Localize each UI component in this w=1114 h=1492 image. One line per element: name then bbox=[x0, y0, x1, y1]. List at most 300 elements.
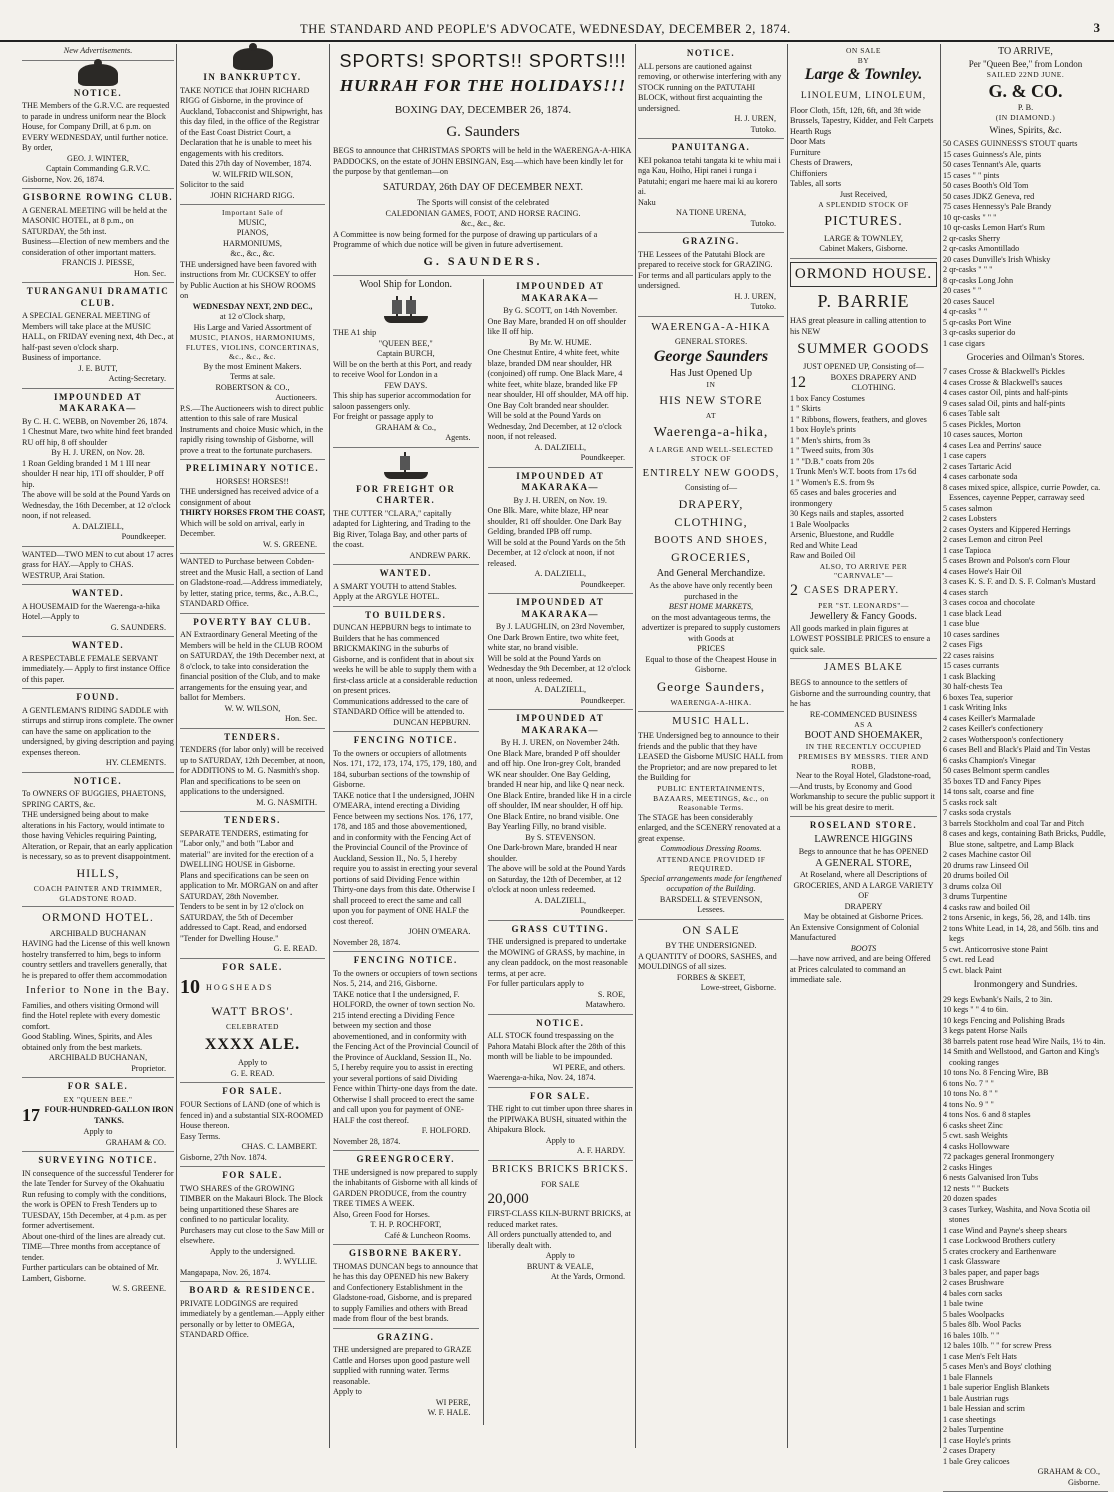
ad-signature: DUNCAN HEPBURN. bbox=[393, 717, 471, 727]
list-item: 7 cases Crosse & Blackwell's Pickles bbox=[943, 367, 1065, 377]
ad-text: The above will be sold at the Pound Yards on Wednesday, the 16th December, at 12 o'clock noon, if not released. bbox=[22, 490, 171, 521]
ad-role: Poundkeeper. bbox=[580, 579, 625, 589]
list-item: 2 cases Figs bbox=[943, 640, 983, 650]
ad-title: GRAZING. bbox=[682, 236, 740, 247]
list-item: 1 " Skirts bbox=[790, 404, 821, 414]
list-item: 4 cases Lea and Perrins' sauce bbox=[943, 440, 1042, 450]
list-item: 2 cases Wotherspoon's confectionery bbox=[943, 734, 1064, 744]
ad-text: Will be sold at the Pound Yards on the 5th December, at 12 o'clock at noon, if not released. bbox=[487, 537, 626, 568]
list-item: 2 qr-casks " " " bbox=[943, 265, 993, 275]
ad-text: Special arrangements made for lengthened occupation of the Building. bbox=[640, 873, 782, 894]
ad-kicker: Important Sale of bbox=[222, 208, 283, 218]
ad-highlight: A GENERAL STORE, bbox=[815, 858, 912, 870]
ad-text: AS A bbox=[854, 720, 873, 730]
ad-role: Tutoko. bbox=[750, 124, 776, 134]
ad-body: THE undersigned is prepared to undertake the MOWING of GRASS, by machine, in any clean paddock, on the most reasonable terms, at per acre. bbox=[487, 937, 628, 978]
list-item: 14 tons salt, coarse and fine bbox=[943, 787, 1034, 797]
list-item: 1 " Women's E.S. from 9s bbox=[790, 477, 875, 487]
column-rule bbox=[329, 44, 330, 1448]
list-item: 5 casks rock salt bbox=[943, 797, 997, 807]
list-item: 1 bale twine bbox=[943, 1299, 984, 1308]
ad-wanted-men: WANTED—TWO MEN to cut about 17 acres grass for HAY.—Apply to CHAS. WESTRUP, Arai Station. bbox=[22, 550, 174, 586]
ad-role: Tutoko. bbox=[750, 218, 776, 228]
ad-body: Plan and specifications to be seen on applications to the undersigned. bbox=[180, 776, 301, 797]
ad-text: An Extensive Consignment of Colonial Manufactured bbox=[790, 922, 920, 943]
ad-kicker: ON SALE bbox=[846, 46, 881, 55]
list-item: 50 CASES GUINNESS'S STOUT quarts bbox=[943, 139, 1078, 149]
ad-body: THE undersigned is now prepared to supply the inhabitants of Gisborne with all kinds of GARDEN PRODUCE, from the country TREE TIMES A WEEK. bbox=[333, 1167, 478, 1209]
ad-bankruptcy bbox=[180, 48, 325, 205]
ad-grazing bbox=[333, 1332, 479, 1422]
ad-body: TAKE notice that I the undersigned, F. HOLFORD, the owner of town section No. 215 intend erecting a Dividing Fence between my section and those abovementioned, and in conformity with the Fencing Act of the Provincial Council of the Province of Auckland, Session II., No. 5, I hereby require you to assist in erecting your several portions of said Dividing Fence within Thirty-one days from the date. Otherwise I shall proceed to erect the same and call upon you for payment of ONE-HALF the cost thereof. bbox=[333, 989, 479, 1125]
ad-signature: W. S. GREENE. bbox=[262, 539, 317, 549]
ad-signature: CHAS. C. LAMBERT. bbox=[241, 1142, 317, 1151]
list-item: 6 tons No. 7 " " bbox=[943, 1078, 994, 1088]
ad-text: A SPLENDID STOCK OF bbox=[818, 200, 909, 210]
ad-text: Jewellery & Fancy Goods. bbox=[810, 610, 917, 622]
ad-body: Begs to announce that he has OPENED bbox=[798, 846, 929, 856]
list-item: 4 qr-casks " " bbox=[943, 307, 988, 317]
ad-signature: W. WILFRID WILSON, bbox=[212, 169, 293, 179]
ad-role: Poundkeeper. bbox=[580, 695, 625, 705]
ad-subtitle: FOR SALE bbox=[541, 1179, 580, 1189]
ad-signature: A. DALZIELL, bbox=[534, 895, 587, 905]
column-rule bbox=[787, 44, 788, 1448]
ad-title: IMPOUNDED AT MAKARAKA— bbox=[516, 713, 605, 735]
ad-title: NOTICE. bbox=[536, 1017, 585, 1028]
ad-waerenga-stores bbox=[638, 320, 784, 712]
masthead-title: THE STANDARD AND PEOPLE'S ADVOCATE, WEDNESDAY, DECEMBER 2, 1874. bbox=[300, 22, 791, 36]
list-item: 1 case cigars bbox=[943, 338, 985, 348]
ad-body: HAS great pleasure in calling attention to his NEW bbox=[790, 316, 926, 336]
ad-title: IMPOUNDED AT MAKARAKA— bbox=[516, 281, 605, 303]
list-item: 10 kegs " " 4 to 6in. bbox=[943, 1005, 1009, 1014]
ad-notice-buggies bbox=[22, 776, 174, 908]
ad-tenders-1 bbox=[180, 732, 325, 813]
ad-body: A Committee is now being formed for the purpose of drawing up particulars of a Programme of which due notice will be given in future advertisement. bbox=[333, 229, 598, 250]
list-item: 2 qr-casks Amontillado bbox=[943, 244, 1020, 254]
list-item: 3 bales paper, and paper bags bbox=[943, 1267, 1040, 1277]
list-item: Brussels, Tapestry, Kidder, and Felt Carpets bbox=[790, 116, 934, 126]
ad-headline: SPORTS! SPORTS!! SPORTS!!! bbox=[339, 51, 627, 71]
ad-text: P. B. bbox=[1017, 102, 1034, 112]
list-item: 1 case Wind and Payne's sheep shears bbox=[943, 1225, 1067, 1235]
ad-signature: GEO. J. WINTER, bbox=[67, 153, 129, 163]
ad-role: Lessees. bbox=[697, 905, 725, 915]
section-heading: New Advertisements. bbox=[22, 46, 174, 61]
list-item: 15 cases Guinness's Ale, pints bbox=[943, 149, 1042, 159]
list-item: Tables, all sorts bbox=[790, 179, 842, 189]
list-item: 8 qr-casks Long John bbox=[943, 275, 1014, 285]
ad-body: BEGS to announce that CHRISTMAS SPORTS will be held in the WAERENGA-A-HIKA PADDOCKS, on the estate of JOHN EBSINGAN, Esq.—which have been kindly let for the purpose by that gentleman—on bbox=[333, 146, 631, 177]
ad-highlight: SUMMER GOODS bbox=[797, 341, 930, 358]
ad-signature: FORBES & SKEET, bbox=[676, 972, 746, 982]
list-item: Chiffoniers bbox=[790, 168, 828, 178]
ad-title: FOR SALE. bbox=[222, 961, 283, 972]
list-item: 1 bale superior English Blankets bbox=[943, 1383, 1050, 1392]
ad-surveying bbox=[22, 1155, 174, 1298]
ad-text: EX "QUEEN BEE." bbox=[63, 1094, 133, 1104]
ad-line: HARMONIUMS, bbox=[223, 238, 282, 248]
ad-title: IMPOUNDED AT MAKARAKA— bbox=[516, 470, 605, 493]
ad-panuitanga bbox=[638, 142, 784, 233]
ad-body: A SMART YOUTH to attend Stables. Apply at the ARGYLE HOTEL. bbox=[333, 581, 457, 602]
ad-body: Families, and others visiting Ormond will find the Hotel replete with every domestic comfort. bbox=[22, 1000, 161, 1031]
list-item: 6 nests Galvanised Iron Tubs bbox=[943, 1173, 1039, 1182]
ad-horses bbox=[180, 463, 325, 554]
list-item: 2 cases Tartaric Acid bbox=[943, 461, 1012, 471]
ad-apply: Apply to bbox=[545, 1251, 575, 1261]
ad-body: —have now arrived, and are being Offered at Prices calculated to command an immediate sale. bbox=[790, 954, 931, 985]
ad-signature: HILLS, bbox=[76, 865, 120, 880]
list-item: 15 cases " " pints bbox=[943, 170, 1000, 180]
ad-wanted-purchase: WANTED to Purchase between Cobden-street and the Music Hall, a section of Land on Gladstone-road.—Address immediately, by letter, stating price, terms, &c., A.B.C., STANDARD Office. bbox=[180, 557, 325, 614]
list-item: 12 nests " " Buckets bbox=[943, 1183, 1009, 1193]
list-item: 75 cases Hennessy's Pale Brandy bbox=[943, 202, 1052, 212]
ad-body: TIME—Three months from acceptance of tender. bbox=[22, 1242, 161, 1262]
ad-title: FOUND. bbox=[76, 692, 120, 703]
column-rule bbox=[176, 44, 177, 1448]
ad-body: THE Lessees of the Patutahi Block are prepared to receive stock for GRAZING. For terms and all particulars apply to the undersigned. bbox=[638, 249, 773, 291]
list-item: 1 case blue bbox=[943, 619, 980, 629]
ad-text: Naku bbox=[638, 197, 656, 207]
page-number: 3 bbox=[1093, 20, 1100, 35]
ad-body: For fuller particulars apply to bbox=[487, 979, 584, 989]
ad-quantity: 2 bbox=[790, 581, 798, 599]
ad-body: SEPARATE TENDERS, estimating for "Labor only," and both "Labor and material" are invited for the erection of a DWELLING HOUSE in Gisborne. bbox=[180, 828, 314, 870]
ad-goods-item: And General Merchandize. bbox=[656, 568, 766, 580]
list-item: 6 boxes Tea, superior bbox=[943, 692, 1013, 702]
list-item: 20 cases Dunville's Irish Whisky bbox=[943, 254, 1051, 264]
ad-signature: S. ROE, bbox=[597, 989, 625, 999]
ad-body: THE CUTTER "CLARA," capitally adapted for Lightering, and Trading to the Big River, Tolaga Bay, and other parts of the coast. bbox=[333, 508, 471, 550]
ad-to-arrive bbox=[943, 46, 1108, 1492]
ad-text: BEST HOME MARKETS, bbox=[668, 602, 754, 612]
ad-signature: ROBERTSON & CO., bbox=[215, 382, 290, 392]
ad-title: PANUITANGA. bbox=[671, 142, 751, 153]
ad-ormond-hotel bbox=[22, 910, 174, 1078]
ad-text: IN THE RECENTLY OCCUPIED PREMISES BY MESSRS. TIER AND ROBB, bbox=[798, 742, 929, 771]
ad-apply: Apply to the undersigned. bbox=[209, 1246, 296, 1256]
list-item: 2 qr-casks Sherry bbox=[943, 233, 1001, 243]
ad-item-list bbox=[790, 509, 937, 562]
list-item: 1 cask Glassware bbox=[943, 1257, 1000, 1266]
ad-grass-cutting bbox=[488, 924, 634, 1015]
list-item: 2 cases Machine castor Oil bbox=[943, 850, 1032, 860]
ad-line: &c., &c., &c. bbox=[230, 249, 275, 259]
ad-text: Terms at sale. bbox=[229, 372, 276, 382]
ad-ormond-house bbox=[790, 262, 937, 659]
ad-apply: Apply to bbox=[333, 1387, 362, 1397]
ad-large-townley bbox=[790, 46, 937, 259]
ad-time: at 12 o'Clock sharp, bbox=[219, 312, 286, 322]
list-item: 2 casks Hinges bbox=[943, 1162, 993, 1172]
ad-title: ORMOND HOUSE. bbox=[790, 262, 937, 287]
list-item: 4 cases Howe's Hair Oil bbox=[943, 566, 1022, 576]
ad-text: 65 cases and bales groceries and ironmongery bbox=[790, 488, 897, 508]
list-item: 1 " Tweed suits, from 30s bbox=[790, 446, 874, 456]
ad-subtitle: GENERAL STORES. bbox=[674, 336, 748, 346]
ad-text: Has Just Opened Up bbox=[670, 367, 752, 379]
list-item: 3 drums Turpentine bbox=[943, 892, 1008, 902]
ad-text: By S. STEVENSON. bbox=[525, 832, 596, 842]
ad-impounded-2 bbox=[488, 471, 634, 595]
ad-apply: Apply to bbox=[83, 1127, 113, 1137]
column-2 bbox=[180, 46, 325, 1446]
ad-text: ALSO, TO ARRIVE PER "CARNVALE"— bbox=[819, 561, 908, 581]
list-item: 3 qr-casks superior do bbox=[943, 328, 1016, 338]
ad-on-sale-doors bbox=[638, 923, 784, 997]
ad-body: PRIVATE LODGINGS are required immediately by a gentleman.—Apply either personally or by letter to OMEGA, STANDARD Office. bbox=[180, 1298, 325, 1340]
list-item: 20 drums raw Linseed Oil bbox=[943, 860, 1029, 870]
ad-name: G. Saunders bbox=[446, 123, 520, 140]
list-item: 50 cases Belmont sperm candles bbox=[943, 766, 1050, 776]
list-item: 5 bales Woolpacks bbox=[943, 1309, 1005, 1319]
ad-date: November 28, 1874. bbox=[333, 1136, 401, 1146]
ad-name: P. BARRIE bbox=[817, 291, 910, 311]
ad-brand: G. & CO. bbox=[988, 80, 1063, 101]
list-item: Raw and Boiled Oil bbox=[790, 551, 856, 561]
list-item: 5 cwt. black Paint bbox=[943, 965, 1002, 975]
ad-text: One Dark Brown Entire, two white feet, white star, no brand visible. bbox=[487, 632, 619, 653]
list-item: 10 tons No. 8 " " bbox=[943, 1089, 998, 1098]
list-item: 10 tons No. 8 Fencing Wire, BB bbox=[943, 1068, 1049, 1077]
ad-date: WEDNESDAY NEXT, 2ND DEC., bbox=[192, 301, 313, 311]
ad-text: Consisting of— bbox=[684, 483, 738, 493]
ad-section: Ironmongery and Sundries. bbox=[973, 980, 1078, 991]
ad-found bbox=[22, 692, 174, 773]
ad-role: Poundkeeper. bbox=[580, 906, 625, 916]
ad-music-hall bbox=[638, 715, 784, 920]
ad-body: About one-third of the lines are already cut. bbox=[22, 1231, 166, 1241]
ad-body: A HOUSEMAID for the Waerenga-a-hika Hotel.—Apply to bbox=[22, 601, 160, 622]
ad-signature: G. SAUNDERS. bbox=[110, 622, 166, 632]
ad-body: BEGS to announce to the settlers of Gisborne and the surrounding country, that he has bbox=[790, 678, 931, 709]
ad-body: THOMAS DUNCAN begs to announce that he has this day OPENED his new Bakery and Confectionery Establishment in the Gladstone-road, Gisborne, and is prepared to supply Families and others with Bread made from flour of the best brands. bbox=[333, 1261, 478, 1324]
ad-text: Will be sold at the Pound Yards on Wednesday the 9th December, at 12 o'clock at noon, unless redeemed. bbox=[487, 653, 631, 684]
ad-poverty-bay-club bbox=[180, 617, 325, 729]
ad-item: FIRST-CLASS KILN-BURNT BRICKS, at reduced market rates. bbox=[487, 1209, 631, 1229]
ad-text: Easy Terms. bbox=[180, 1131, 221, 1141]
ad-text: THE A1 ship bbox=[333, 328, 377, 337]
list-item: 1 bale Hessian and scrim bbox=[943, 1404, 1025, 1413]
ad-signature: W. F. HALE. bbox=[427, 1408, 471, 1418]
list-item: 20 cases Saucel bbox=[943, 296, 995, 306]
column-4 bbox=[638, 46, 784, 1446]
list-item: 3 drums colza Oil bbox=[943, 881, 1002, 891]
ad-body: TWO SHARES of the GROWING TIMBER on the Makauri Block. The Block being unpartitioned these Shares are confined to no particular locality. Purchasers may cut close to the Saw Mill or elsewhere. bbox=[180, 1183, 325, 1246]
ad-date: Gisborne, Nov. 26, 1874. bbox=[22, 174, 105, 184]
list-item: 2 cases Keiller's confectionery bbox=[943, 724, 1043, 734]
ad-text: One Dark-brown Mare, branded H near shoulder. bbox=[487, 843, 618, 863]
ad-by: By order, bbox=[22, 143, 53, 153]
list-item: 2 cases Brushware bbox=[943, 1278, 1004, 1287]
ad-body: AN Extraordinary General Meeting of the Members will be held in the CLUB ROOM on SATURDAY, the 19th December next, at 8 o'clock, to take into consideration the financial position of the Club, and to make arrangements for the ensuing year, and ballot for Members. bbox=[180, 630, 325, 703]
ad-date: Dated this 27th day of November, 1874. bbox=[180, 159, 312, 169]
ad-role: Solicitor to the said bbox=[180, 180, 244, 190]
list-item: 1 bale Flannels bbox=[943, 1372, 993, 1382]
ad-text: His Large and Varied Assortment of bbox=[193, 322, 312, 332]
ad-body: KEI pokanoa tetahi tangata ki te whiu mai i nga Kau, Hoiho, Hipi ranei i runga i Patutahi; engari me haere mai ki au korero ai. bbox=[638, 155, 781, 197]
list-item: 3 cases Turkey, Washita, and Nova Scotia oil stones bbox=[943, 1204, 1091, 1224]
list-item: 6 casks Champion's Vinegar bbox=[943, 755, 1036, 765]
ad-text: By H. J. UREN, on November 24th. bbox=[500, 738, 620, 748]
ad-sports bbox=[333, 50, 633, 276]
ad-text: 1 Roan Gelding branded 1 M 1 III near shoulder H near hip, 1TI off shoulder, P off hip. bbox=[22, 458, 164, 489]
ad-title: TENDERS. bbox=[224, 731, 281, 742]
ad-text: A LARGE AND WELL-SELECTED bbox=[648, 444, 774, 454]
ad-role: Hon. Sec. bbox=[133, 268, 166, 278]
column-1 bbox=[22, 46, 174, 1446]
ad-apply: Apply to bbox=[545, 1135, 575, 1145]
masthead bbox=[0, 4, 1114, 34]
ad-highlight: BOOT AND SHOEMAKER, bbox=[804, 729, 923, 741]
ad-item: FOUR-HUNDRED-GALLON IRON TANKS. bbox=[44, 1105, 174, 1125]
ad-text: IN bbox=[706, 380, 716, 390]
column-6 bbox=[943, 46, 1108, 1487]
ad-builders bbox=[333, 610, 479, 733]
ad-title: FENCING NOTICE. bbox=[353, 735, 458, 746]
ad-date: BOXING DAY, DECEMBER 26, 1874. bbox=[394, 103, 572, 116]
list-item: 1 " Men's shirts, from 3s bbox=[790, 435, 871, 445]
ad-goods-item: GROCERIES, bbox=[671, 550, 751, 565]
ad-text: At Roseland, where all Descriptions of GROCERIES, AND A LARGE VARIETY OF bbox=[793, 870, 934, 901]
list-item: 2 tons Arsenic, in kegs, 56, 28, and 14lb. tins bbox=[943, 913, 1091, 923]
ad-role: Proprietor. bbox=[131, 1063, 166, 1073]
ad-body: DUNCAN HEPBURN begs to intimate to Builders that he has commenced BRICKMAKING in the suburbs of Gisborne, and is confident that in about six weeks he will be able to supply them with a first-class article at a considerable reduction on present prices. bbox=[333, 623, 478, 696]
column-3-right bbox=[484, 279, 634, 1424]
list-item: 8 cases mixed spice, allspice, currie Powder, ca. Essences, cayenne Pepper, carraway seed bbox=[943, 482, 1101, 503]
ad-title: FOR SALE. bbox=[67, 1081, 129, 1091]
ad-body: on the most advantageous terms, the advertizer is prepared to supply customers with Goods at bbox=[641, 612, 781, 643]
ad-signature: George Saunders, bbox=[656, 678, 766, 694]
ad-text: One Blk. Mare, white blaze, HP near shoulder, R1 off shoulder. One Dark Bay Gelding, branded IPB off rump. bbox=[487, 506, 622, 537]
ad-item-list bbox=[790, 394, 937, 489]
ad-body: HAVING had the License of this well known hostelry transferred to him, begs to inform country settlers and travellers generally, that he is prepared to offer them accommodation bbox=[22, 939, 170, 980]
list-item: 6 cases Table salt bbox=[943, 409, 1000, 419]
ad-for-sale-tanks bbox=[22, 1081, 174, 1152]
ad-body: A GENERAL MEETING will be held at the MASONIC HOTEL, at 8 p.m., on SATURDAY, the 5th inst. bbox=[22, 205, 167, 236]
ad-signature: LARGE & TOWNLEY, bbox=[824, 233, 903, 243]
list-item: 1 box Fancy Costumes bbox=[790, 393, 865, 403]
list-item: 14 Smith and Wellstood, and Garton and King's cooking ranges bbox=[943, 1047, 1100, 1067]
ad-signature: HY. CLEMENTS. bbox=[105, 758, 166, 768]
ad-item-list bbox=[943, 1247, 1108, 1352]
ad-title: NOTICE. bbox=[686, 48, 736, 58]
ad-body: TAKE NOTICE that JOHN RICHARD RIGG of Gisborne, in the province of Auckland, Tobacconist and Shipwright, has this day filed, in the office of the Registrar of the East Coast District Court, a Declaration that he is unable to meet his engagements with his creditors. bbox=[180, 85, 323, 158]
ad-text: RE-COMMENCED BUSINESS bbox=[809, 709, 918, 719]
ad-text: All goods marked in plain figures at LOWEST POSSIBLE PRICES to ensure a quick sale. bbox=[790, 623, 931, 654]
column-rule bbox=[940, 44, 941, 1448]
list-item: 4 cases carbonate soda bbox=[943, 472, 1018, 482]
ad-grazing-patutahi bbox=[638, 236, 784, 317]
ad-title: WANTED. bbox=[71, 640, 125, 651]
ad-body: A RESPECTABLE FEMALE SERVANT immediately.— Apply to first instance Office of this paper. bbox=[22, 653, 171, 684]
ad-subtitle: HORSES! HORSES!! bbox=[215, 476, 290, 486]
ad-signature: BRUNT & VEALE, bbox=[526, 1261, 594, 1271]
list-item: 5 bales 8lb. Wool Packs bbox=[943, 1320, 1022, 1329]
list-item: 4 cases starch bbox=[943, 587, 989, 597]
ad-roseland-store bbox=[790, 820, 937, 989]
list-item: 4 casks Hollowware bbox=[943, 1141, 1010, 1151]
ad-highlight: Inferior to None in the Bay. bbox=[26, 985, 170, 997]
ad-text: DRAPERY bbox=[844, 901, 883, 911]
ad-title: BRICKS BRICKS BRICKS. bbox=[491, 1163, 629, 1175]
list-item: 29 kegs Ewbank's Nails, 2 to 3in. bbox=[943, 994, 1053, 1004]
list-item: Arsenic, Bluestone, and Ruddle bbox=[790, 530, 894, 540]
ad-title: NOTICE. bbox=[73, 87, 123, 98]
ad-subheadline: HURRAH FOR THE HOLIDAYS!!! bbox=[339, 76, 627, 96]
ad-title: IMPOUNDED AT MAKARAKA— bbox=[516, 597, 605, 619]
list-item: 1 bale Grey calicoes bbox=[943, 1456, 1010, 1466]
ad-fencing-2 bbox=[333, 955, 479, 1151]
ad-text: To the owners or occupiers of town sections Nos. 5, 214, and 216, Gisborne. bbox=[333, 968, 478, 989]
ad-name: ARCHIBALD BUCHANAN bbox=[49, 928, 147, 938]
ad-text: Per "Queen Bee," from London bbox=[968, 58, 1083, 69]
ad-signature: H. J. UREN, bbox=[734, 291, 776, 301]
ad-body: ALL persons are cautioned against removing, or otherwise interfering with any STOCK running on the PATUTAHI BLOCK, without first acquainting the undersigned. bbox=[638, 61, 782, 113]
ad-text: By the most Eminent Makers. bbox=[203, 361, 302, 371]
ad-text: Will be sold at the Pound Yards on Wednesday, 2nd December, at 12 o'clock noon, if not released. bbox=[487, 411, 622, 442]
ad-title: NOTICE. bbox=[73, 775, 123, 786]
ad-body: Business—Election of new members and the consideration of other important matters. bbox=[22, 237, 170, 257]
ad-name: Large & Townley. bbox=[804, 66, 923, 84]
ad-title: IN BANKRUPTCY. bbox=[203, 72, 302, 82]
ad-impounded-3 bbox=[488, 597, 634, 710]
ad-body: Will be on the berth at this Port, and ready to receive Wool for London in a bbox=[333, 359, 472, 379]
ad-body: A SPECIAL GENERAL MEETING of Members will take place at the MUSIC HALL, on FRIDAY evening next, 4th Dec., at half-past seven o'clock sharp. bbox=[22, 311, 174, 352]
ad-body: Communications addressed to the care of STANDARD Office will be attended to. bbox=[333, 696, 469, 717]
ad-title: IMPOUNDED AT MAKARAKA— bbox=[53, 391, 143, 414]
list-item: 4 bales corn sacks bbox=[943, 1288, 1003, 1298]
ad-body: For freight or passage apply to bbox=[333, 412, 434, 421]
list-item: 5 crates crockery and Earthenware bbox=[943, 1246, 1057, 1256]
list-item: 2 cases Drapery bbox=[943, 1446, 996, 1455]
ad-text: BOOTS bbox=[850, 943, 877, 953]
ad-fencing-1 bbox=[333, 735, 479, 952]
ad-text: Commodious Dressing Rooms. bbox=[660, 844, 762, 854]
ad-title: ROSELAND STORE. bbox=[809, 820, 918, 831]
list-item: 20 dozen spades bbox=[943, 1194, 997, 1203]
list-item: 2 tons White Lead, in 14, 28, and 56lb. tins and kegs bbox=[943, 923, 1099, 944]
ad-text: PER "ST. LEONARDS"— bbox=[818, 601, 909, 611]
ad-land-sale bbox=[180, 1086, 325, 1167]
ad-place: Waerenga-a-hika, bbox=[653, 424, 769, 440]
ad-body: —And trusts, by Economy and Good Workmanship to secure the public support it will be his great desire to merit. bbox=[790, 781, 935, 812]
ad-text: PRICES bbox=[697, 644, 725, 654]
list-item: 1 cask Blacking bbox=[943, 671, 996, 681]
ad-text: 1 Chestnut Mare, two white hind feet branded RU off hip, 8 off shoulder bbox=[22, 427, 173, 447]
ad-text: CALEDONIAN GAMES, FOOT, AND HORSE RACING. bbox=[385, 208, 581, 218]
list-item: 12 bales 10lb. " " for screw Press bbox=[943, 1341, 1052, 1350]
list-item: 4 casks raw and boiled Oil bbox=[943, 902, 1031, 912]
ad-text: The above will be sold at the Pound Yards on Saturday, the 12th of December, at 12 o'clock at noon unless redeemed. bbox=[487, 864, 626, 895]
ad-role: Agents. bbox=[445, 433, 471, 442]
ad-role: Captain Commanding G.R.V.C. bbox=[45, 164, 150, 174]
list-item: 5 cwt. red Lead bbox=[943, 955, 994, 965]
ad-title: ORMOND HOTEL. bbox=[42, 910, 154, 925]
list-item: 10 cases sardines bbox=[943, 629, 1000, 639]
masthead-rule bbox=[0, 40, 1114, 42]
ad-text: STOCK OF bbox=[691, 454, 731, 464]
ad-text: SAILED 22ND JUNE. bbox=[986, 70, 1065, 80]
ad-brand: WATT BROS'. bbox=[211, 1004, 294, 1019]
ad-text: The Sports will consist of the celebrated bbox=[417, 198, 549, 208]
ad-impounded-4 bbox=[488, 713, 634, 921]
ad-role: Poundkeeper. bbox=[121, 532, 166, 542]
ad-section: Wines, Spirits, &c. bbox=[989, 126, 1062, 137]
list-item: 50 cases JDKZ Geneva, red bbox=[943, 191, 1035, 201]
